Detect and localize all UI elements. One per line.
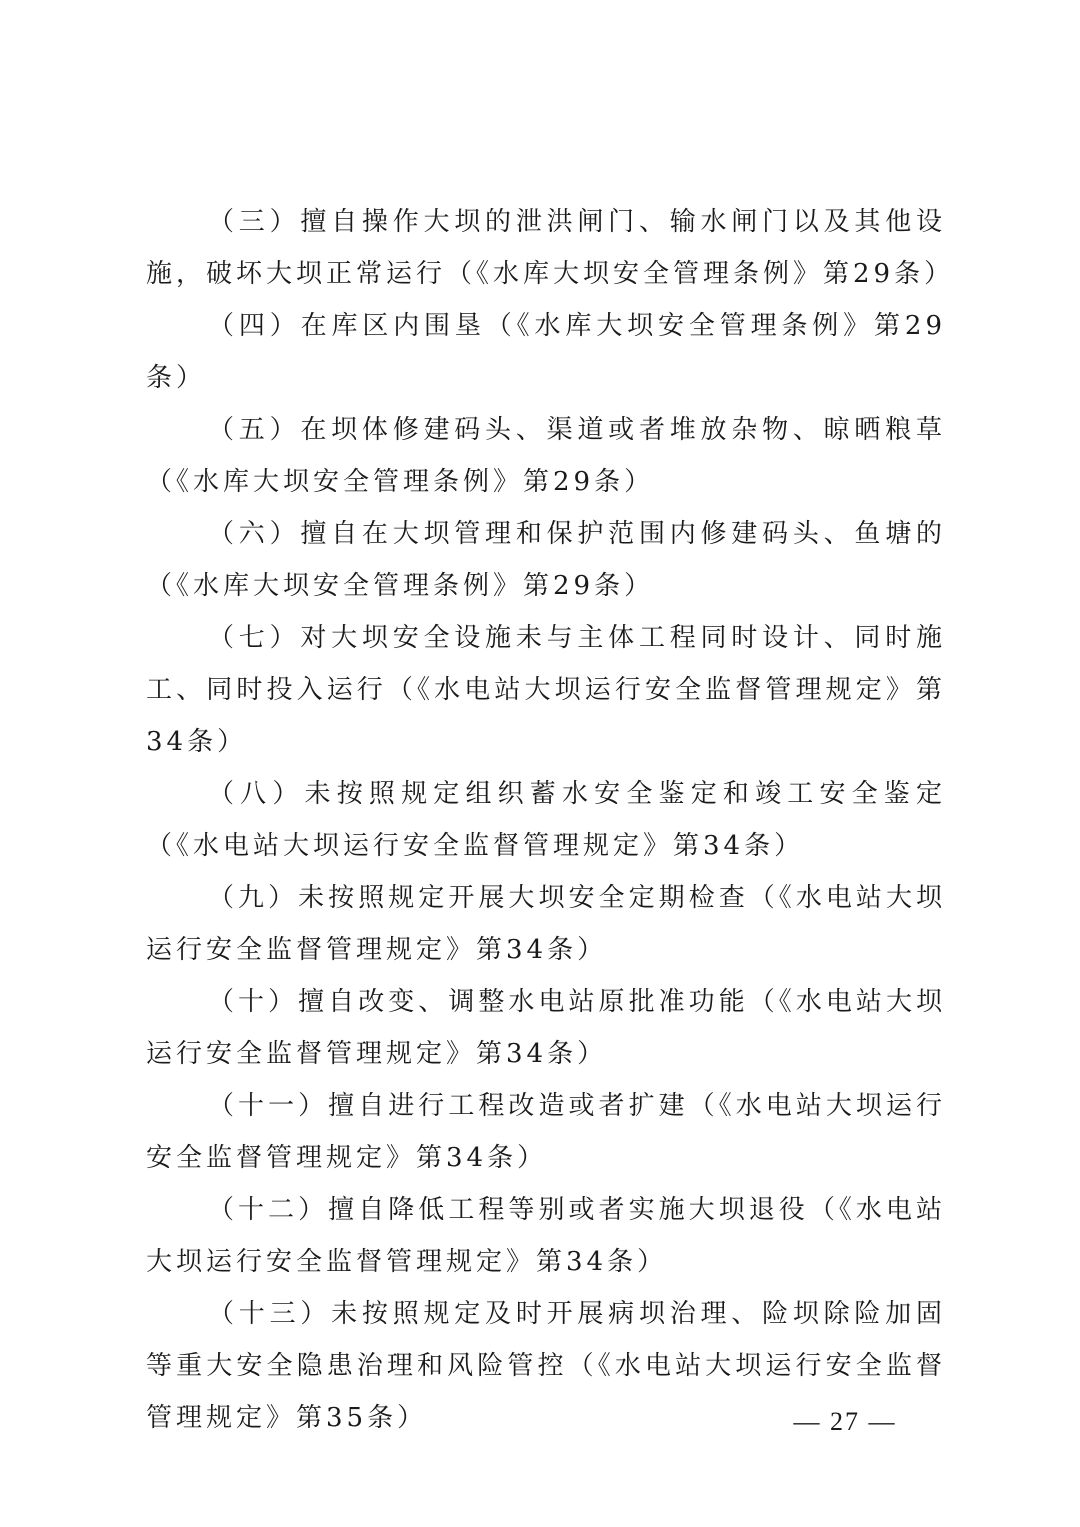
clause-11: （十一）擅自进行工程改造或者扩建（《水电站大坝运行安全监督管理规定》第34条） [146, 1091, 946, 1173]
page-number: — 27 — [793, 1407, 897, 1436]
clause-13: （十三）未按照规定及时开展病坝治理、险坝除险加固等重大安全隐患治理和风险管控（《水电站大坝运行安全监督管理规定》第35条） [146, 1299, 946, 1433]
clause-10: （十）擅自改变、调整水电站原批准功能（《水电站大坝运行安全监督管理规定》第34条） [146, 987, 946, 1069]
clause-5: （五）在坝体修建码头、渠道或者堆放杂物、晾晒粮草（《水库大坝安全管理条例》第29条） [146, 415, 946, 497]
clause-12: （十二）擅自降低工程等别或者实施大坝退役（《水电站大坝运行安全监督管理规定》第34条） [146, 1195, 946, 1277]
clause-3: （三）擅自操作大坝的泄洪闸门、输水闸门以及其他设施，破坏大坝正常运行（《水库大坝安全管理条例》第29条） [146, 207, 955, 289]
clause-8: （八）未按照规定组织蓄水安全鉴定和竣工安全鉴定（《水电站大坝运行安全监督管理规定》第34条） [146, 779, 946, 861]
document-body [146, 196, 955, 1444]
clause-6: （六）擅自在大坝管理和保护范围内修建码头、鱼塘的（《水库大坝安全管理条例》第29条） [146, 519, 946, 601]
clause-4: （四）在库区内围垦（《水库大坝安全管理条例》第29条） [146, 311, 946, 393]
clause-7: （七）对大坝安全设施未与主体工程同时设计、同时施工、同时投入运行（《水电站大坝运行安全监督管理规定》第34条） [146, 623, 946, 757]
clause-9: （九）未按照规定开展大坝安全定期检查（《水电站大坝运行安全监督管理规定》第34条） [146, 883, 946, 965]
